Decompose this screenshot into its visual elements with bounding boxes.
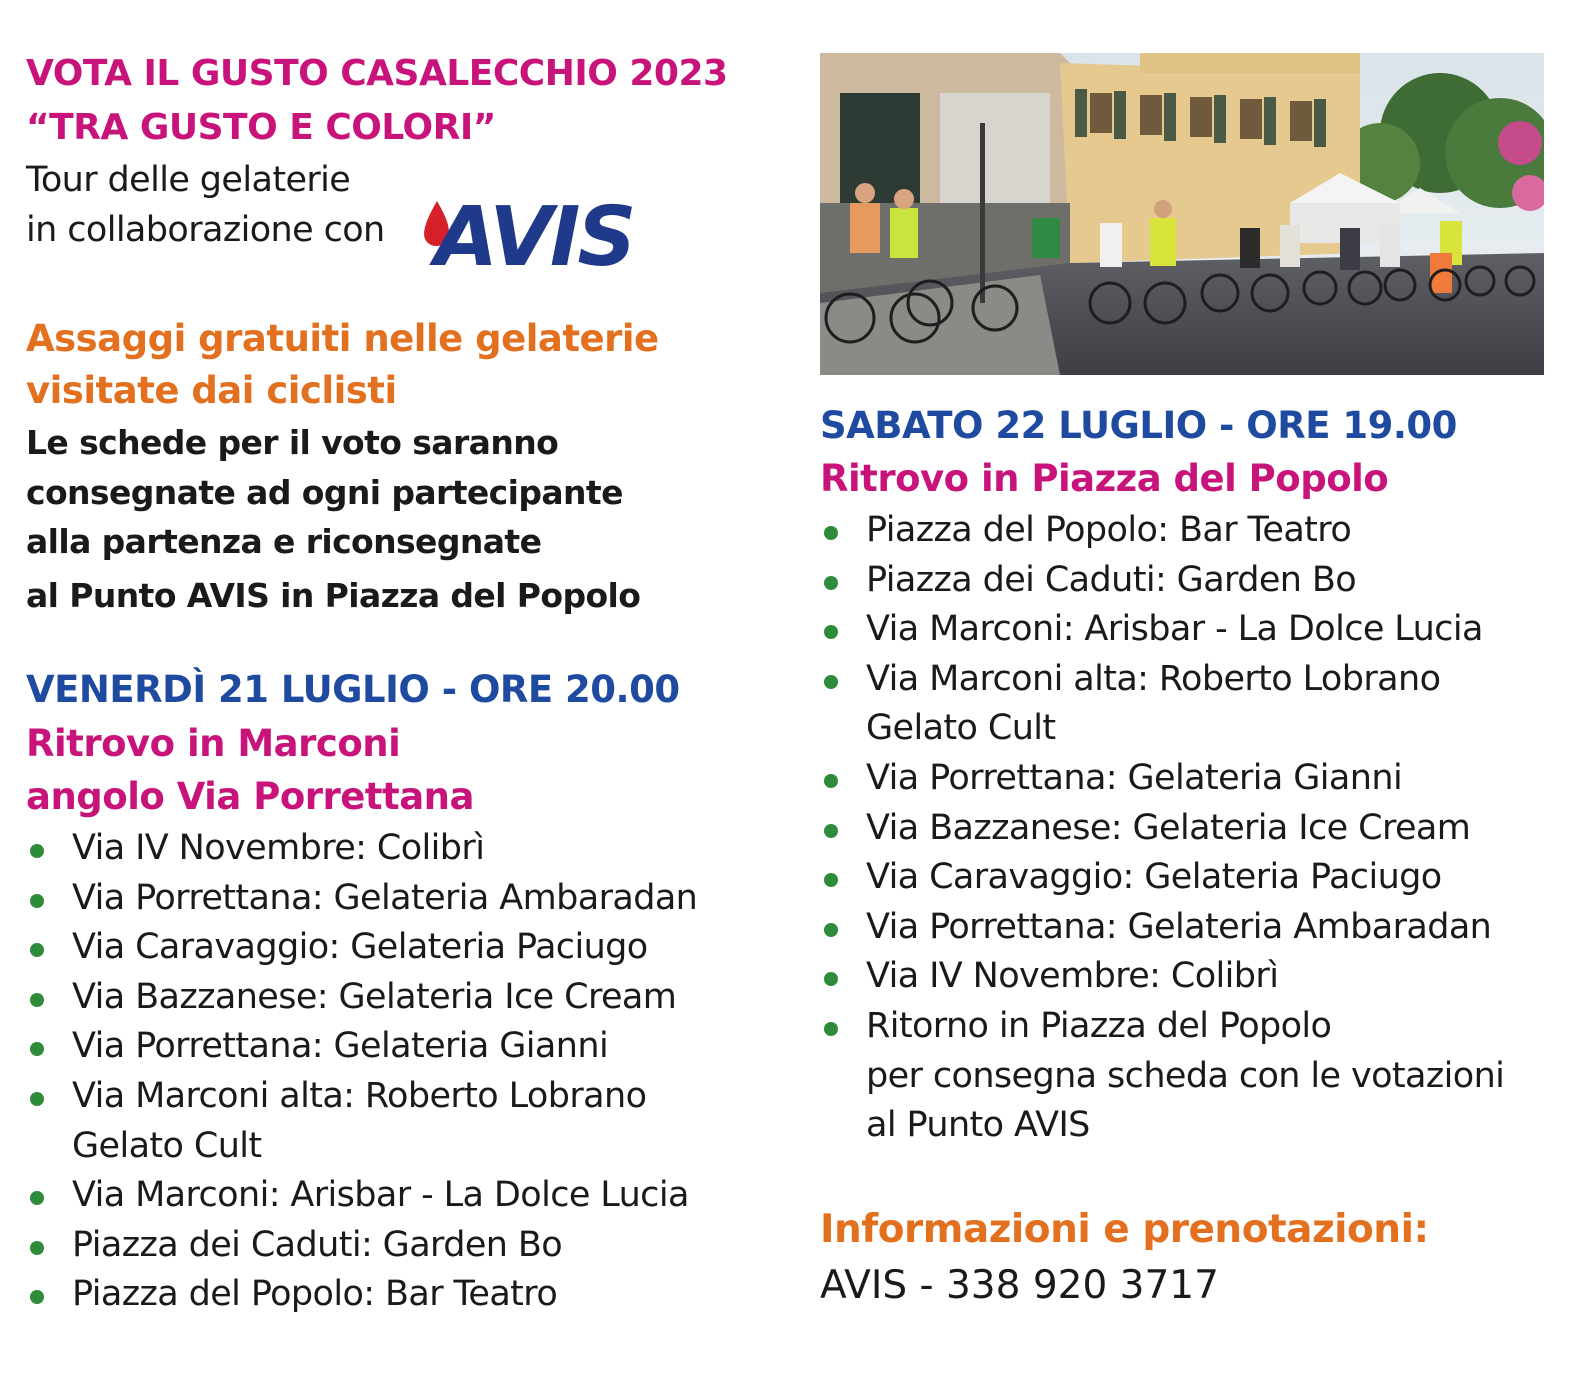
bullet-dot-icon: [30, 943, 44, 957]
list-item: [820, 952, 1504, 1002]
bullet-dot-icon: [824, 526, 838, 540]
tasting-body-line: Le schede per il voto saranno: [26, 423, 559, 462]
stop-text: Via Caravaggio: Gelateria Paciugo: [72, 927, 648, 968]
info-heading: Informazioni e prenotazioni:: [820, 1207, 1429, 1252]
bullet-dot-icon: [824, 1022, 838, 1036]
bullet-dot-icon: [824, 923, 838, 937]
stop-text: Via Bazzanese: Gelateria Ice Cream: [866, 807, 1471, 848]
stop-text-continuation: Gelato Cult: [72, 1125, 262, 1166]
list-item: [820, 556, 1504, 606]
stop-text: Piazza dei Caduti: Garden Bo: [72, 1224, 563, 1265]
avis-logo-icon: [415, 197, 653, 271]
bullet-dot-icon: [824, 774, 838, 788]
list-item: [820, 506, 1504, 556]
stop-text-continuation: per consegna scheda con le votazioni: [866, 1055, 1505, 1096]
list-item: [26, 1022, 697, 1072]
stop-text: Via Marconi alta: Roberto Lobrano: [866, 658, 1441, 699]
list-item: [820, 1002, 1504, 1151]
bullet-dot-icon: [824, 675, 838, 689]
stop-text: Via Porrettana: Gelateria Gianni: [866, 757, 1403, 798]
bullet-dot-icon: [824, 972, 838, 986]
friday-date: VENERDÌ 21 LUGLIO - ORE 20.00: [26, 668, 680, 711]
friday-stops-list: [26, 824, 697, 1320]
stop-text-continuation: al Punto AVIS: [866, 1105, 1090, 1146]
stop-text: Via IV Novembre: Colibrì: [72, 828, 485, 868]
list-item: [26, 1171, 697, 1221]
bullet-dot-icon: [824, 873, 838, 887]
list-item: [26, 874, 697, 924]
list-item: [820, 754, 1504, 804]
tasting-headline-line1: Assaggi gratuiti nelle gelaterie: [26, 317, 659, 360]
list-item: [26, 1072, 697, 1171]
bullet-dot-icon: [30, 1241, 44, 1255]
friday-meeting-line1: Ritrovo in Marconi: [26, 722, 401, 765]
list-item: [26, 923, 697, 973]
list-item: [26, 1221, 697, 1271]
stop-text: Via Bazzanese: Gelateria Ice Cream: [72, 976, 677, 1017]
bullet-dot-icon: [30, 844, 44, 858]
bullet-dot-icon: [30, 1290, 44, 1304]
stop-text: Via Caravaggio: Gelateria Paciugo: [866, 857, 1442, 898]
list-item: [820, 903, 1504, 953]
list-item: [820, 804, 1504, 854]
info-contact: AVIS - 338 920 3717: [820, 1263, 1219, 1308]
stop-text: Via Porrettana: Gelateria Ambaradan: [72, 877, 698, 918]
friday-meeting-line2: angolo Via Porrettana: [26, 775, 474, 818]
stop-text: Via Marconi alta: Roberto Lobrano: [72, 1075, 647, 1116]
list-item: [820, 605, 1504, 655]
street-photo-cyclists: [820, 53, 1544, 375]
list-item: [820, 853, 1504, 903]
bullet-dot-icon: [30, 1042, 44, 1056]
tasting-headline-line2: visitate dai ciclisti: [26, 369, 397, 412]
bullet-dot-icon: [824, 824, 838, 838]
svg-text:AVIS: AVIS: [434, 197, 634, 271]
list-item: [820, 655, 1504, 754]
list-item: [26, 824, 697, 874]
tasting-body-line: al Punto AVIS in Piazza del Popolo: [26, 576, 641, 615]
bullet-dot-icon: [30, 993, 44, 1007]
subtitle-line2: in collaborazione con: [26, 210, 385, 250]
stop-text: Ritorno in Piazza del Popolo: [866, 1005, 1332, 1046]
bullet-dot-icon: [30, 1191, 44, 1205]
stop-text: Via Marconi: Arisbar - La Dolce Lucia: [72, 1175, 689, 1216]
stop-text: Piazza del Popolo: Bar Teatro: [72, 1274, 558, 1315]
event-title-line2: “TRA GUSTO E COLORI”: [26, 107, 496, 148]
saturday-meeting: Ritrovo in Piazza del Popolo: [820, 457, 1389, 500]
bullet-dot-icon: [824, 625, 838, 639]
list-item: [26, 973, 697, 1023]
stop-text: Via Porrettana: Gelateria Ambaradan: [866, 906, 1492, 947]
bullet-dot-icon: [30, 894, 44, 908]
bullet-dot-icon: [30, 1092, 44, 1106]
stop-text: Via IV Novembre: Colibrì: [866, 956, 1279, 997]
stop-text-continuation: Gelato Cult: [866, 708, 1056, 749]
list-item: [26, 1270, 697, 1320]
event-title-line1: VOTA IL GUSTO CASALECCHIO 2023: [26, 53, 728, 94]
saturday-date: SABATO 22 LUGLIO - ORE 19.00: [820, 404, 1457, 447]
tasting-body-line: alla partenza e riconsegnate: [26, 522, 542, 561]
tasting-body-line: consegnate ad ogni partecipante: [26, 473, 623, 512]
stop-text: Via Marconi: Arisbar - La Dolce Lucia: [866, 609, 1483, 650]
stop-text: Via Porrettana: Gelateria Gianni: [72, 1026, 609, 1067]
bullet-dot-icon: [824, 576, 838, 590]
subtitle-line1: Tour delle gelaterie: [26, 160, 351, 200]
stop-text: Piazza del Popolo: Bar Teatro: [866, 510, 1352, 550]
saturday-stops-list: [820, 506, 1504, 1151]
stop-text: Piazza dei Caduti: Garden Bo: [866, 559, 1357, 600]
